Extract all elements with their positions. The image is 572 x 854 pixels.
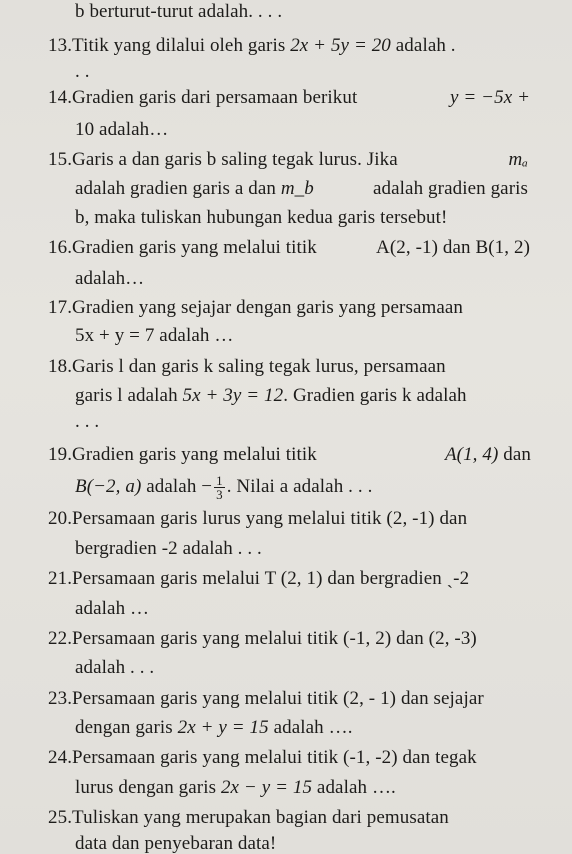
text-span: adalah … bbox=[154, 325, 234, 346]
text-span: adalah bbox=[141, 475, 202, 497]
text-line bbox=[75, 177, 528, 201]
text-span: 19.Gradien garis yang melalui titik bbox=[48, 444, 317, 465]
justified-line bbox=[48, 148, 528, 172]
math-equation: 2x − y = 15 bbox=[220, 777, 313, 798]
text-span: 17.Gradien yang sejajar dengan garis yang persamaan bbox=[48, 297, 464, 318]
text-span: dan bbox=[438, 237, 476, 258]
question-24 bbox=[48, 746, 477, 770]
text-span: 13.Titik yang dilalui oleh garis bbox=[48, 35, 291, 56]
text-span: adalah gradien garis bbox=[373, 178, 528, 199]
justified-line bbox=[48, 236, 530, 260]
minus-sign: − bbox=[201, 475, 213, 497]
text-span: adalah . . . bbox=[75, 657, 155, 678]
math-variable: m_b bbox=[280, 178, 314, 199]
text-line bbox=[75, 716, 353, 740]
math-equation: 5x + 3y = 12 bbox=[182, 385, 284, 406]
text-line bbox=[75, 118, 168, 142]
question-18 bbox=[48, 355, 532, 379]
text-line bbox=[75, 410, 99, 434]
question-14 bbox=[48, 86, 530, 110]
math-equation: 2x + y = 15 bbox=[177, 717, 269, 738]
fraction-numerator: 1 bbox=[216, 473, 223, 488]
text-span: . . bbox=[75, 61, 90, 82]
question-20 bbox=[48, 507, 467, 531]
math-variable: mₐ bbox=[508, 149, 528, 170]
text-span: . Gradien garis k adalah bbox=[283, 385, 467, 406]
text-span: adalah… bbox=[75, 268, 145, 289]
text-span: . Nilai a adalah . . . bbox=[226, 475, 373, 497]
question-19 bbox=[48, 443, 531, 467]
text-line bbox=[75, 597, 149, 621]
text-line bbox=[75, 267, 144, 291]
text-line bbox=[75, 832, 276, 854]
text-line bbox=[75, 324, 233, 348]
text-line bbox=[75, 537, 262, 561]
point-a: A(2, -1) bbox=[376, 237, 439, 258]
text-line bbox=[75, 60, 90, 84]
text-span: adalah … bbox=[75, 598, 150, 619]
text-span: 18.Garis l dan garis k saling tegak lurus, persamaan bbox=[48, 356, 446, 377]
justified-line bbox=[48, 443, 531, 467]
point-b: B(1, 2) bbox=[475, 237, 530, 258]
text-span: 24.Persamaan garis yang melalui titik (-1, -2) dan tegak bbox=[48, 747, 477, 768]
text-span: 21.Persamaan garis melalui T (2, 1) dan bergradien ˎ-2 bbox=[48, 568, 470, 589]
question-13 bbox=[48, 34, 456, 58]
text-span: garis l adalah bbox=[75, 385, 183, 406]
question-23 bbox=[48, 687, 484, 711]
math-equation: 2x + 5y = 20 bbox=[290, 35, 391, 56]
question-22 bbox=[48, 627, 477, 651]
fraction bbox=[214, 474, 225, 501]
math-equation: y = −5x + bbox=[450, 87, 530, 108]
text-span: 10 adalah… bbox=[75, 119, 169, 140]
text-line bbox=[75, 776, 396, 800]
justified-line bbox=[75, 177, 528, 201]
math-equation: 5x + y = 7 bbox=[75, 325, 155, 346]
text-span: b berturut-turut adalah. . . . bbox=[75, 1, 283, 22]
text-span: adalah …. bbox=[268, 717, 353, 738]
text-span: 16.Gradien garis yang melalui titik bbox=[48, 237, 317, 258]
text-span: 25.Tuliskan yang merupakan bagian dari pemusatan bbox=[48, 807, 449, 828]
text-span: b, maka tuliskan hubungan kedua garis tersebut! bbox=[75, 207, 448, 228]
justified-line bbox=[48, 86, 530, 110]
question-17 bbox=[48, 296, 463, 320]
text-span: 15.Garis a dan garis b saling tegak lurus. Jika bbox=[48, 149, 398, 170]
question-21 bbox=[48, 567, 469, 591]
text-span: lurus dengan garis bbox=[75, 777, 221, 798]
text-line bbox=[75, 474, 372, 501]
text-line bbox=[75, 656, 154, 680]
text-span: dan bbox=[498, 444, 531, 465]
question-25 bbox=[48, 806, 532, 830]
text-line bbox=[75, 206, 447, 230]
text-span: adalah gradien garis a dan bbox=[75, 178, 281, 199]
text-span: 23.Persamaan garis yang melalui titik (2, - 1) dan sejajar bbox=[48, 688, 484, 709]
text-span: adalah …. bbox=[312, 777, 396, 798]
text-span: dengan garis bbox=[75, 717, 178, 738]
point-a: A(1, 4) bbox=[444, 444, 499, 465]
text-span: 20.Persamaan garis lurus yang melalui titik (2, -1) dan bbox=[48, 508, 468, 529]
question-16 bbox=[48, 236, 530, 260]
point-b: B(−2, a) bbox=[75, 475, 142, 497]
question-15 bbox=[48, 148, 528, 172]
text-span: bergradien -2 adalah . . . bbox=[75, 538, 262, 559]
fraction-denominator: 3 bbox=[216, 487, 223, 502]
text-span: . . . bbox=[75, 411, 100, 432]
text-span: 14.Gradien garis dari persamaan berikut bbox=[48, 87, 358, 108]
text-line bbox=[75, 384, 467, 408]
text-span: 22.Persamaan garis yang melalui titik (-1, 2) dan (2, -3) bbox=[48, 628, 477, 649]
text-span: data dan penyebaran data! bbox=[75, 833, 277, 854]
text-span: adalah . bbox=[390, 35, 456, 56]
text-line bbox=[75, 0, 282, 24]
